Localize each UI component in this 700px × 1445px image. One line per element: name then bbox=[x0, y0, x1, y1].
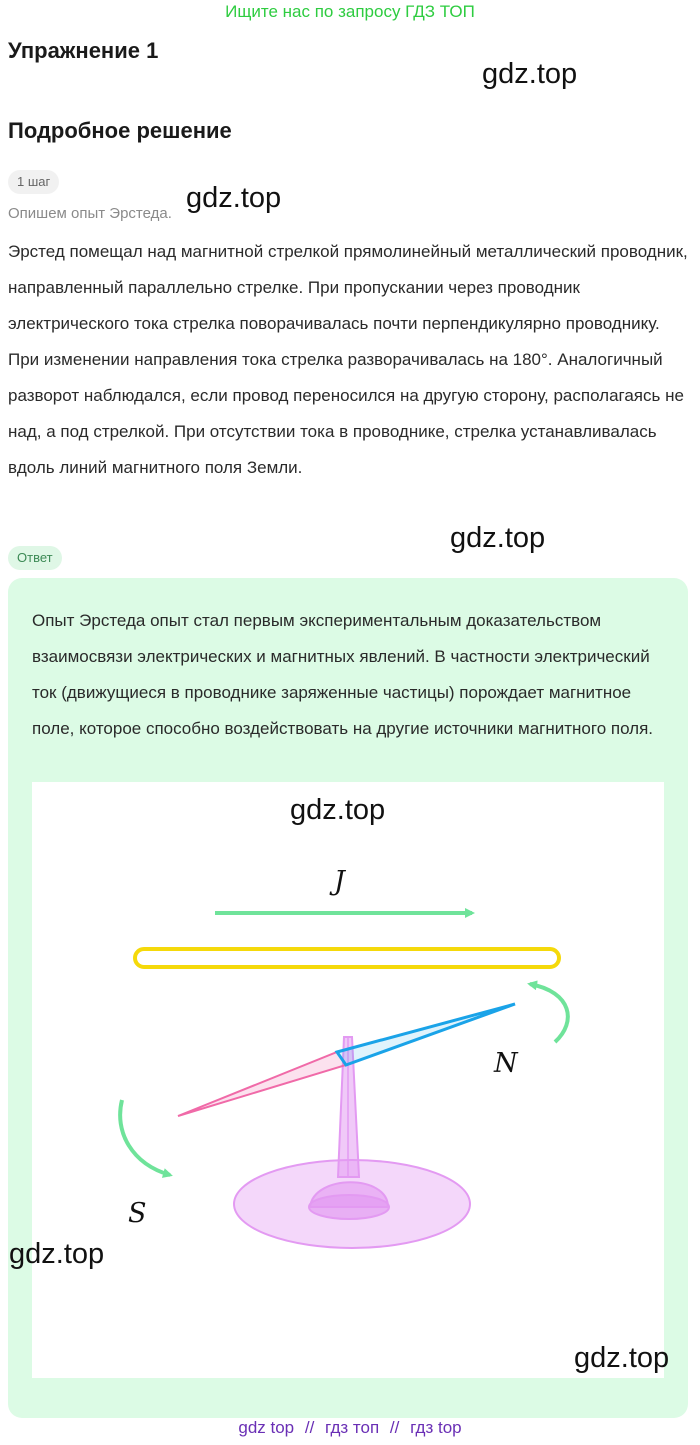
oersted-diagram bbox=[32, 782, 664, 1378]
step-badge: 1 шаг bbox=[8, 170, 59, 194]
wire bbox=[135, 949, 559, 967]
south-label: S bbox=[128, 1198, 147, 1229]
exercise-title: Упражнение 1 bbox=[8, 38, 159, 63]
footer-link[interactable]: гдз top bbox=[410, 1418, 462, 1437]
stand-dome-rim bbox=[309, 1195, 389, 1219]
north-label: N bbox=[494, 1048, 518, 1079]
footer-link[interactable]: gdz top bbox=[238, 1418, 295, 1437]
north-rotation-arrow bbox=[530, 984, 568, 1042]
footer-separator: // bbox=[389, 1418, 400, 1437]
top-banner[interactable]: Ищите нас по запросу ГДЗ ТОП bbox=[225, 2, 475, 21]
watermark: gdz.top bbox=[290, 794, 386, 826]
watermark: gdz.top bbox=[574, 1342, 670, 1374]
answer-badge: Ответ bbox=[8, 546, 62, 570]
south-rotation-arrow bbox=[120, 1100, 170, 1175]
footer bbox=[0, 1418, 700, 1438]
step-subtitle: Опишем опыт Эрстеда. bbox=[8, 205, 172, 222]
watermark: gdz.top bbox=[186, 182, 282, 214]
watermark: gdz.top bbox=[9, 1238, 105, 1270]
solution-title: Подробное решение bbox=[8, 118, 232, 143]
footer-link[interactable]: гдз топ bbox=[325, 1418, 380, 1437]
watermark: gdz.top bbox=[450, 522, 546, 554]
needle-north bbox=[337, 1004, 515, 1065]
watermark: gdz.top bbox=[482, 58, 578, 90]
current-label: J bbox=[334, 866, 345, 897]
footer-separator: // bbox=[304, 1418, 315, 1437]
step-text: Эрстед помещал над магнитной стрелкой прямолинейный металлический проводник, направленный параллельно стрелке. При пропускании через проводник электрического тока стрелка поворачивалась почти перпендикулярно проводнику. При изменении направления тока стрелка разворачивалась на 180°. Аналогичный разворот наблюдался, если провод переносился на другую сторону, располагаясь не над, а под стрелкой. При отсутствии тока в проводнике, стрелка устанавливалась вдоль линий магнитного поля Земли. bbox=[8, 242, 688, 477]
oersted-figure bbox=[32, 782, 664, 1378]
needle-south bbox=[178, 1052, 346, 1116]
answer-text: Опыт Эрстеда опыт стал первым экспериментальным доказательством взаимосвязи электрических и магнитных явлений. В частности электрический ток (движущиеся в проводнике заряженные частицы) порождает магнитное поле, которое способно воздействовать на другие источники магнитного поля. bbox=[32, 611, 654, 738]
